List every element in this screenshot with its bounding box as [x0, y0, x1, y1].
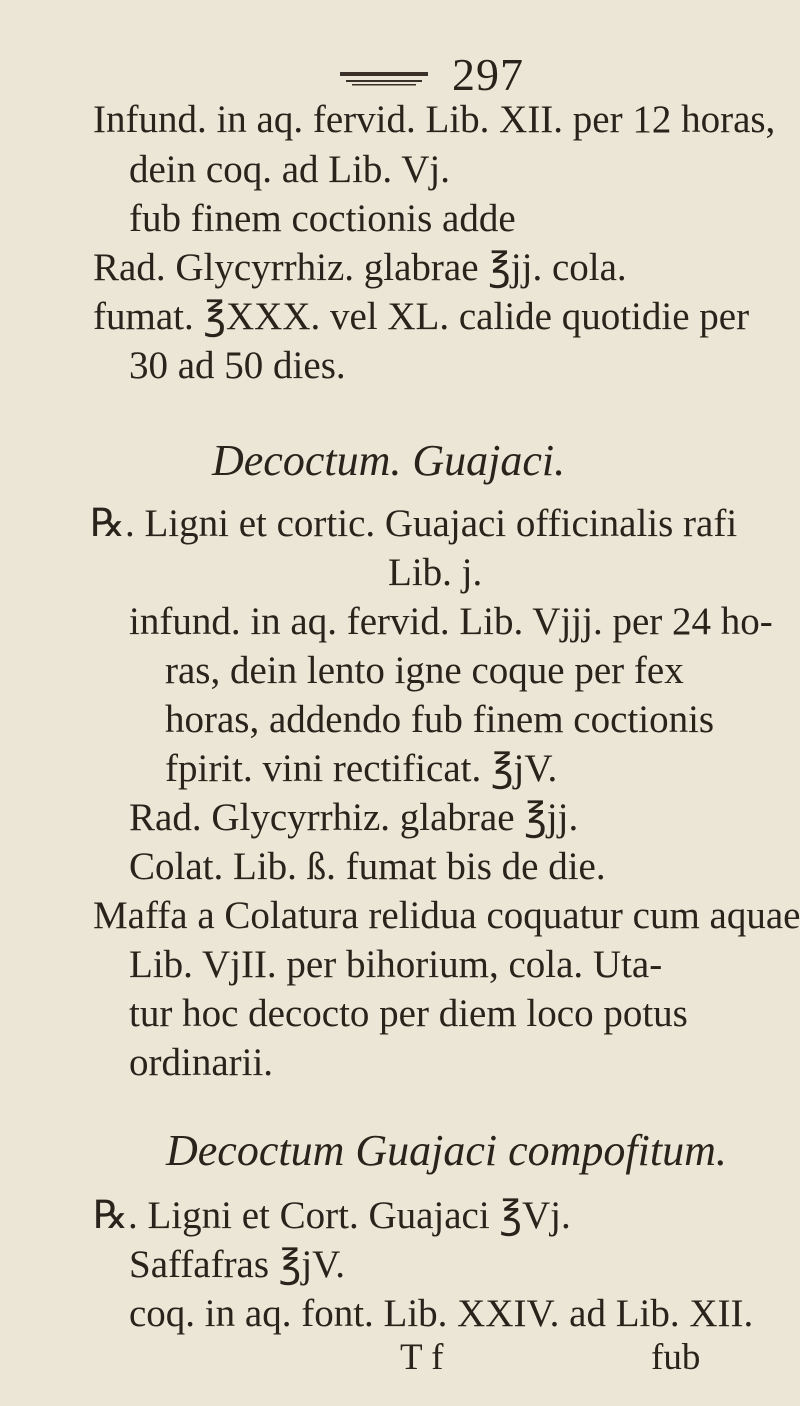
text-line: fumat. ℥XXX. vel XL. calide quotidie per	[93, 295, 750, 338]
header-rule-ornament	[338, 70, 430, 88]
signature-mark: T f	[400, 1337, 444, 1378]
text-line: Infund. in aq. fervid. Lib. XII. per 12 horas,	[93, 98, 776, 141]
text-line: fpirit. vini rectificat. ℥jV.	[165, 747, 558, 790]
text-line: ℞. Ligni et Cort. Guajaci ℥Vj.	[93, 1194, 571, 1237]
section-heading: Decoctum Guajaci compofitum.	[166, 1126, 727, 1175]
text-line: Lib. VjII. per bihorium, cola. Uta-	[129, 943, 663, 986]
text-line: 30 ad 50 dies.	[129, 344, 346, 387]
text-line: Lib. j.	[388, 551, 483, 594]
text-line: Colat. Lib. ß. fumat bis de die.	[129, 845, 606, 888]
text-line: coq. in aq. font. Lib. XXIV. ad Lib. XII.	[129, 1292, 754, 1335]
text-line: Maffa a Colatura relidua coquatur cum aquae	[93, 894, 800, 937]
text-line: fub finem coctionis adde	[129, 197, 516, 240]
text-line: tur hoc decocto per diem loco potus	[129, 992, 688, 1035]
text-line: dein coq. ad Lib. Vj.	[129, 148, 450, 191]
page-number: 297	[452, 49, 524, 100]
catchword: fub	[651, 1337, 701, 1378]
section-heading: Decoctum. Guajaci.	[212, 436, 566, 485]
text-line: ℞. Ligni et cortic. Guajaci officinalis rafi	[90, 502, 738, 545]
text-line: ordinarii.	[129, 1041, 274, 1084]
text-line: Saffafras ℥jV.	[129, 1243, 346, 1286]
text-line: ras, dein lento igne coque per fex	[165, 649, 684, 692]
text-line: Rad. Glycyrrhiz. glabrae ℥jj. cola.	[93, 246, 627, 289]
text-line: Rad. Glycyrrhiz. glabrae ℥jj.	[129, 796, 579, 839]
text-line: horas, addendo fub finem coctionis	[165, 698, 715, 741]
text-line: infund. in aq. fervid. Lib. Vjjj. per 24 ho-	[129, 600, 773, 643]
